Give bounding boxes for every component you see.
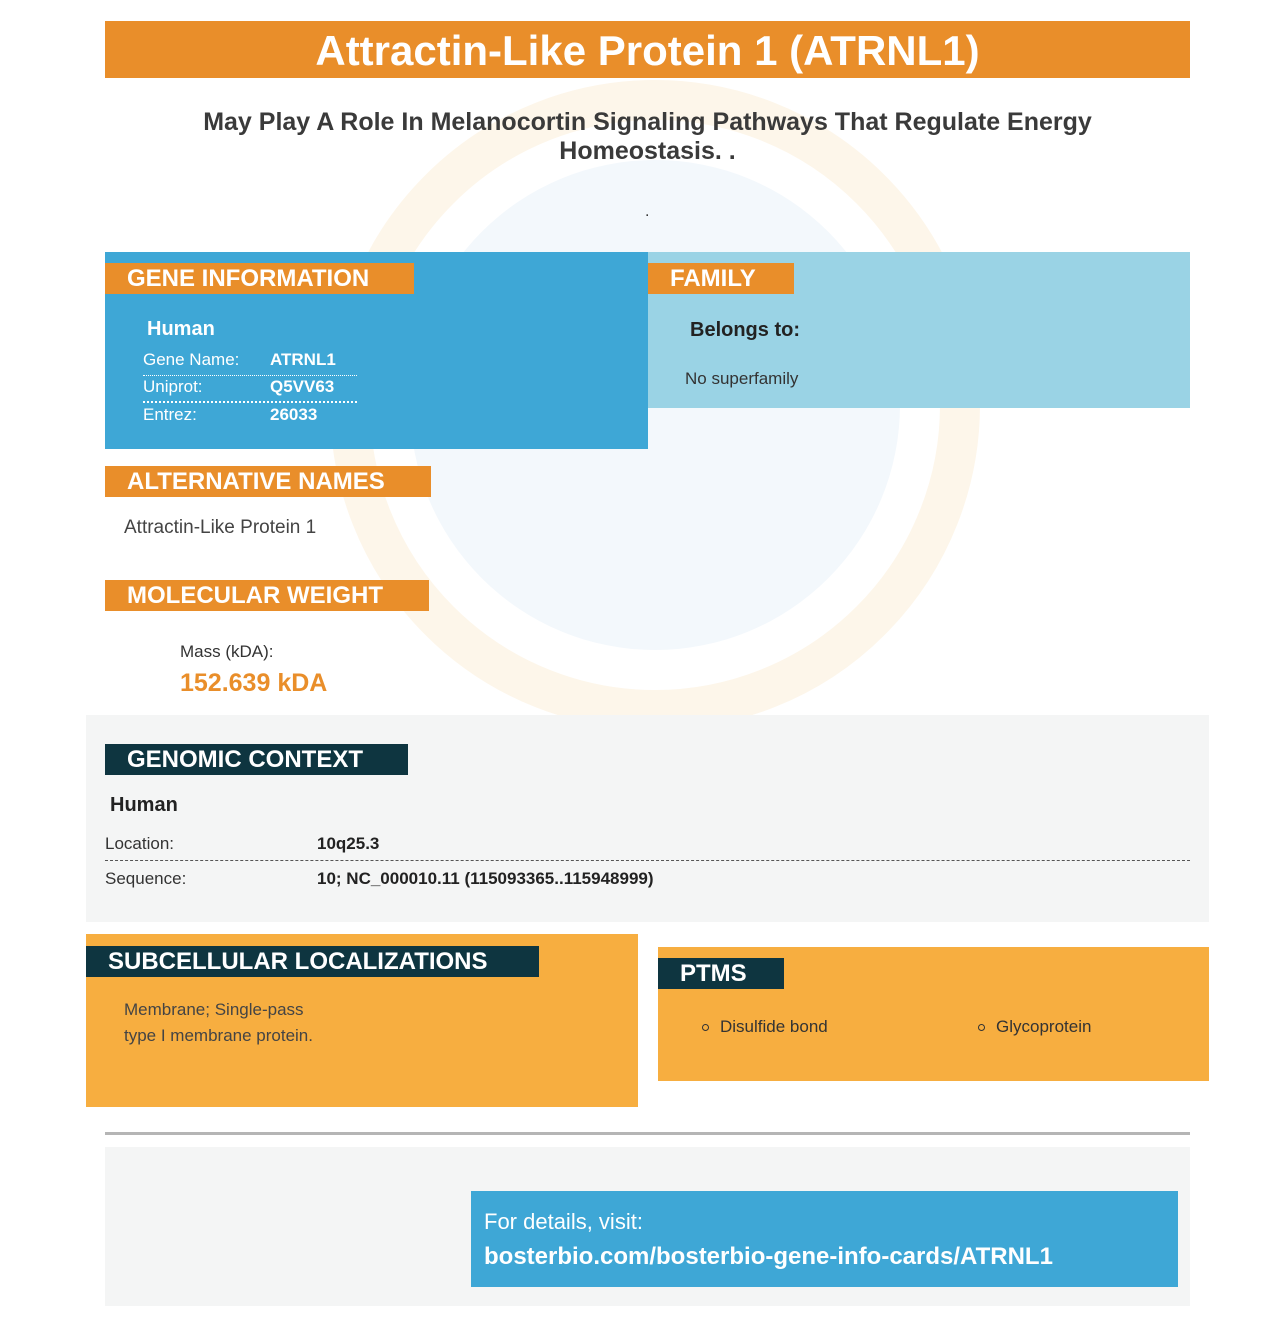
entrez-value: 26033 bbox=[270, 405, 318, 424]
family-heading: FAMILY bbox=[648, 263, 794, 294]
bullet-icon bbox=[702, 1024, 709, 1031]
subcellular-localization-value: Membrane; Single-pass type I membrane protein. bbox=[124, 1000, 313, 1045]
gene-name-value: ATRNL1 bbox=[270, 350, 336, 369]
alternative-names-heading: ALTERNATIVE NAMES bbox=[105, 466, 431, 497]
details-link[interactable]: bosterbio.com/bosterbio-gene-info-cards/ATRNL1 bbox=[484, 1243, 1053, 1270]
ptms-heading: PTMS bbox=[658, 958, 784, 989]
gene-row-uniprot bbox=[143, 377, 357, 403]
entrez-label: Entrez: bbox=[143, 405, 197, 424]
ptm-item: Glycoprotein bbox=[996, 1017, 1092, 1036]
molecular-weight-heading: MOLECULAR WEIGHT bbox=[105, 580, 429, 611]
page-subtitle: May Play A Role In Melanocortin Signaling Pathways That Regulate Energy Homeostasis. . bbox=[203, 108, 1092, 165]
bullet-icon bbox=[978, 1024, 985, 1031]
subcellular-localizations-heading: SUBCELLULAR LOCALIZATIONS bbox=[86, 946, 539, 977]
genomic-species: Human bbox=[110, 794, 178, 816]
page-title: Attractin-Like Protein 1 (ATRNL1) bbox=[105, 21, 1190, 78]
family-value: No superfamily bbox=[685, 369, 799, 388]
gene-row-name bbox=[143, 350, 357, 376]
section-divider bbox=[105, 1132, 1190, 1135]
genomic-row-location bbox=[105, 829, 1190, 861]
location-label: Location: bbox=[105, 834, 174, 853]
alternative-name: Attractin-Like Protein 1 bbox=[124, 517, 317, 538]
details-callout bbox=[471, 1191, 1178, 1287]
gene-information-heading: GENE INFORMATION bbox=[105, 263, 414, 294]
uniprot-label: Uniprot: bbox=[143, 377, 203, 396]
sequence-label: Sequence: bbox=[105, 869, 187, 888]
genomic-row-sequence bbox=[105, 864, 1190, 894]
gene-row-entrez bbox=[143, 405, 357, 431]
gene-name-label: Gene Name: bbox=[143, 350, 240, 369]
details-label: For details, visit: bbox=[484, 1209, 643, 1234]
sequence-value: 10; NC_000010.11 (115093365..115948999) bbox=[317, 869, 654, 888]
subtitle-dot: . bbox=[645, 203, 650, 220]
location-value: 10q25.3 bbox=[317, 834, 380, 853]
uniprot-value: Q5VV63 bbox=[270, 377, 335, 396]
mass-label: Mass (kDA): bbox=[180, 642, 274, 661]
mass-value: 152.639 kDA bbox=[180, 669, 328, 697]
genomic-context-heading: GENOMIC CONTEXT bbox=[105, 744, 408, 775]
family-belongs-label: Belongs to: bbox=[690, 319, 800, 341]
ptm-item: Disulfide bond bbox=[720, 1017, 828, 1036]
gene-species: Human bbox=[147, 318, 215, 340]
